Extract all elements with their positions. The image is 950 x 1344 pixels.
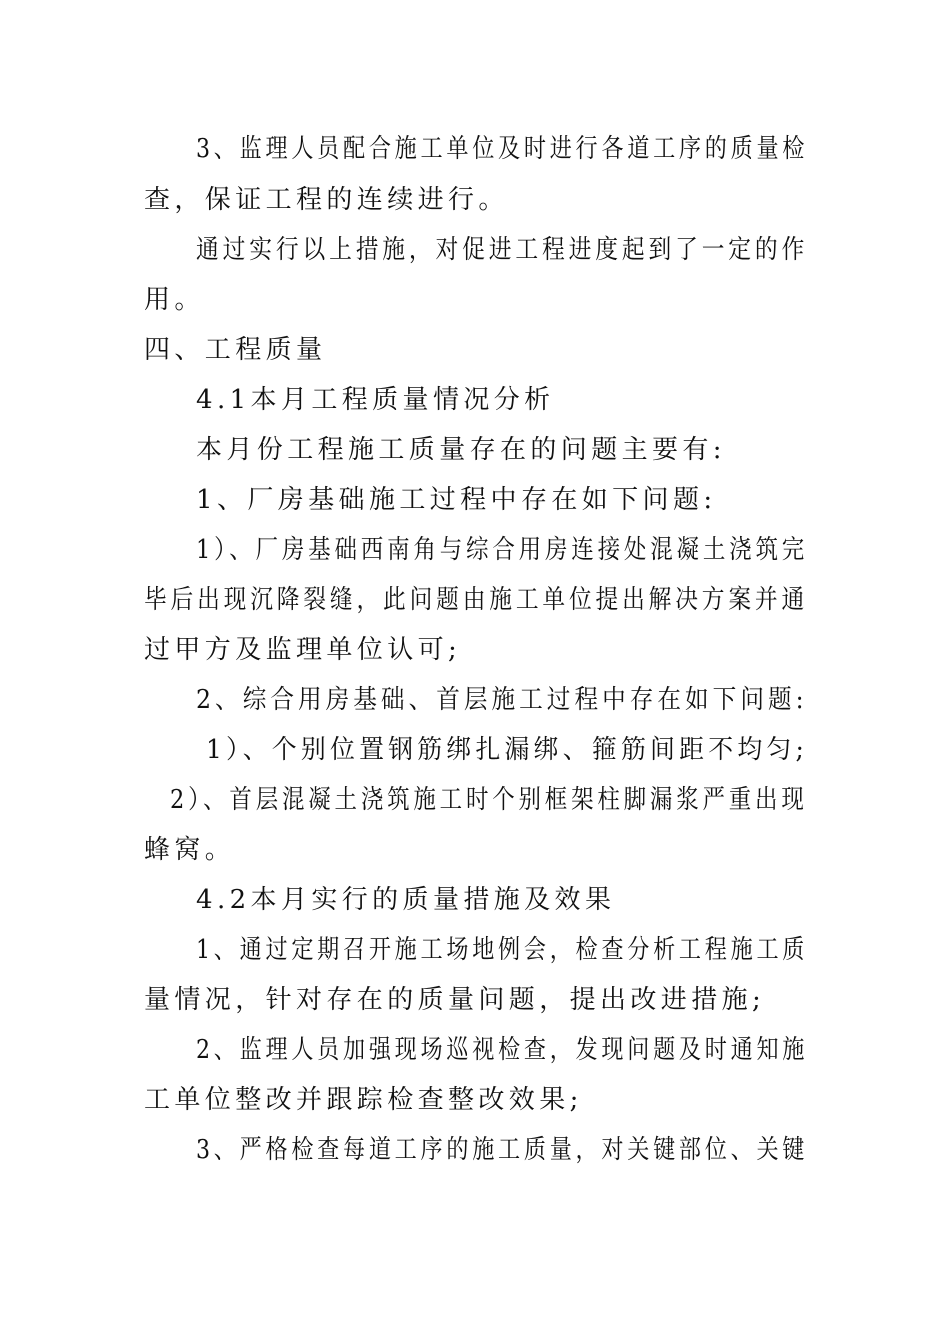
paragraph-line: 查，保证工程的连续进行。 xyxy=(144,185,509,215)
paragraph-line: 1、通过定期召开施工场地例会，检查分析工程施工质 xyxy=(196,935,809,965)
subsection-heading: 4.1本月工程质量情况分析 xyxy=(196,385,555,415)
subsection-heading: 4.2本月实行的质量措施及效果 xyxy=(196,885,616,915)
paragraph-line: 1）、个别位置钢筋绑扎漏绑、箍筋间距不均匀; xyxy=(206,735,809,765)
section-heading: 四、工程质量 xyxy=(144,335,327,365)
paragraph-line: 1）、厂房基础西南角与综合用房连接处混凝土浇筑完 xyxy=(196,535,809,565)
paragraph-line: 2、综合用房基础、首层施工过程中存在如下问题: xyxy=(196,685,808,715)
paragraph-line: 2、监理人员加强现场巡视检查，发现问题及时通知施 xyxy=(196,1035,809,1065)
paragraph-line: 2）、首层混凝土浇筑施工时个别框架柱脚漏浆严重出现 xyxy=(170,785,808,815)
paragraph-line: 毕后出现沉降裂缝，此问题由施工单位提出解决方案并通 xyxy=(144,585,809,615)
paragraph-line: 3、监理人员配合施工单位及时进行各道工序的质量检 xyxy=(196,134,809,164)
paragraph-line: 通过实行以上措施，对促进工程进度起到了一定的作 xyxy=(196,235,809,265)
paragraph-line: 过甲方及监理单位认可; xyxy=(144,635,462,665)
paragraph-line: 3、严格检查每道工序的施工质量，对关键部位、关键 xyxy=(196,1135,809,1165)
paragraph-line: 本月份工程施工质量存在的问题主要有: xyxy=(196,435,726,465)
paragraph-line: 量情况，针对存在的质量问题，提出改进措施; xyxy=(144,985,766,1015)
paragraph-line: 蜂窝。 xyxy=(144,835,236,865)
paragraph-line: 用。 xyxy=(144,285,205,315)
paragraph-line: 1、厂房基础施工过程中存在如下问题: xyxy=(196,485,717,515)
paragraph-line: 工单位整改并跟踪检查整改效果; xyxy=(144,1085,583,1115)
